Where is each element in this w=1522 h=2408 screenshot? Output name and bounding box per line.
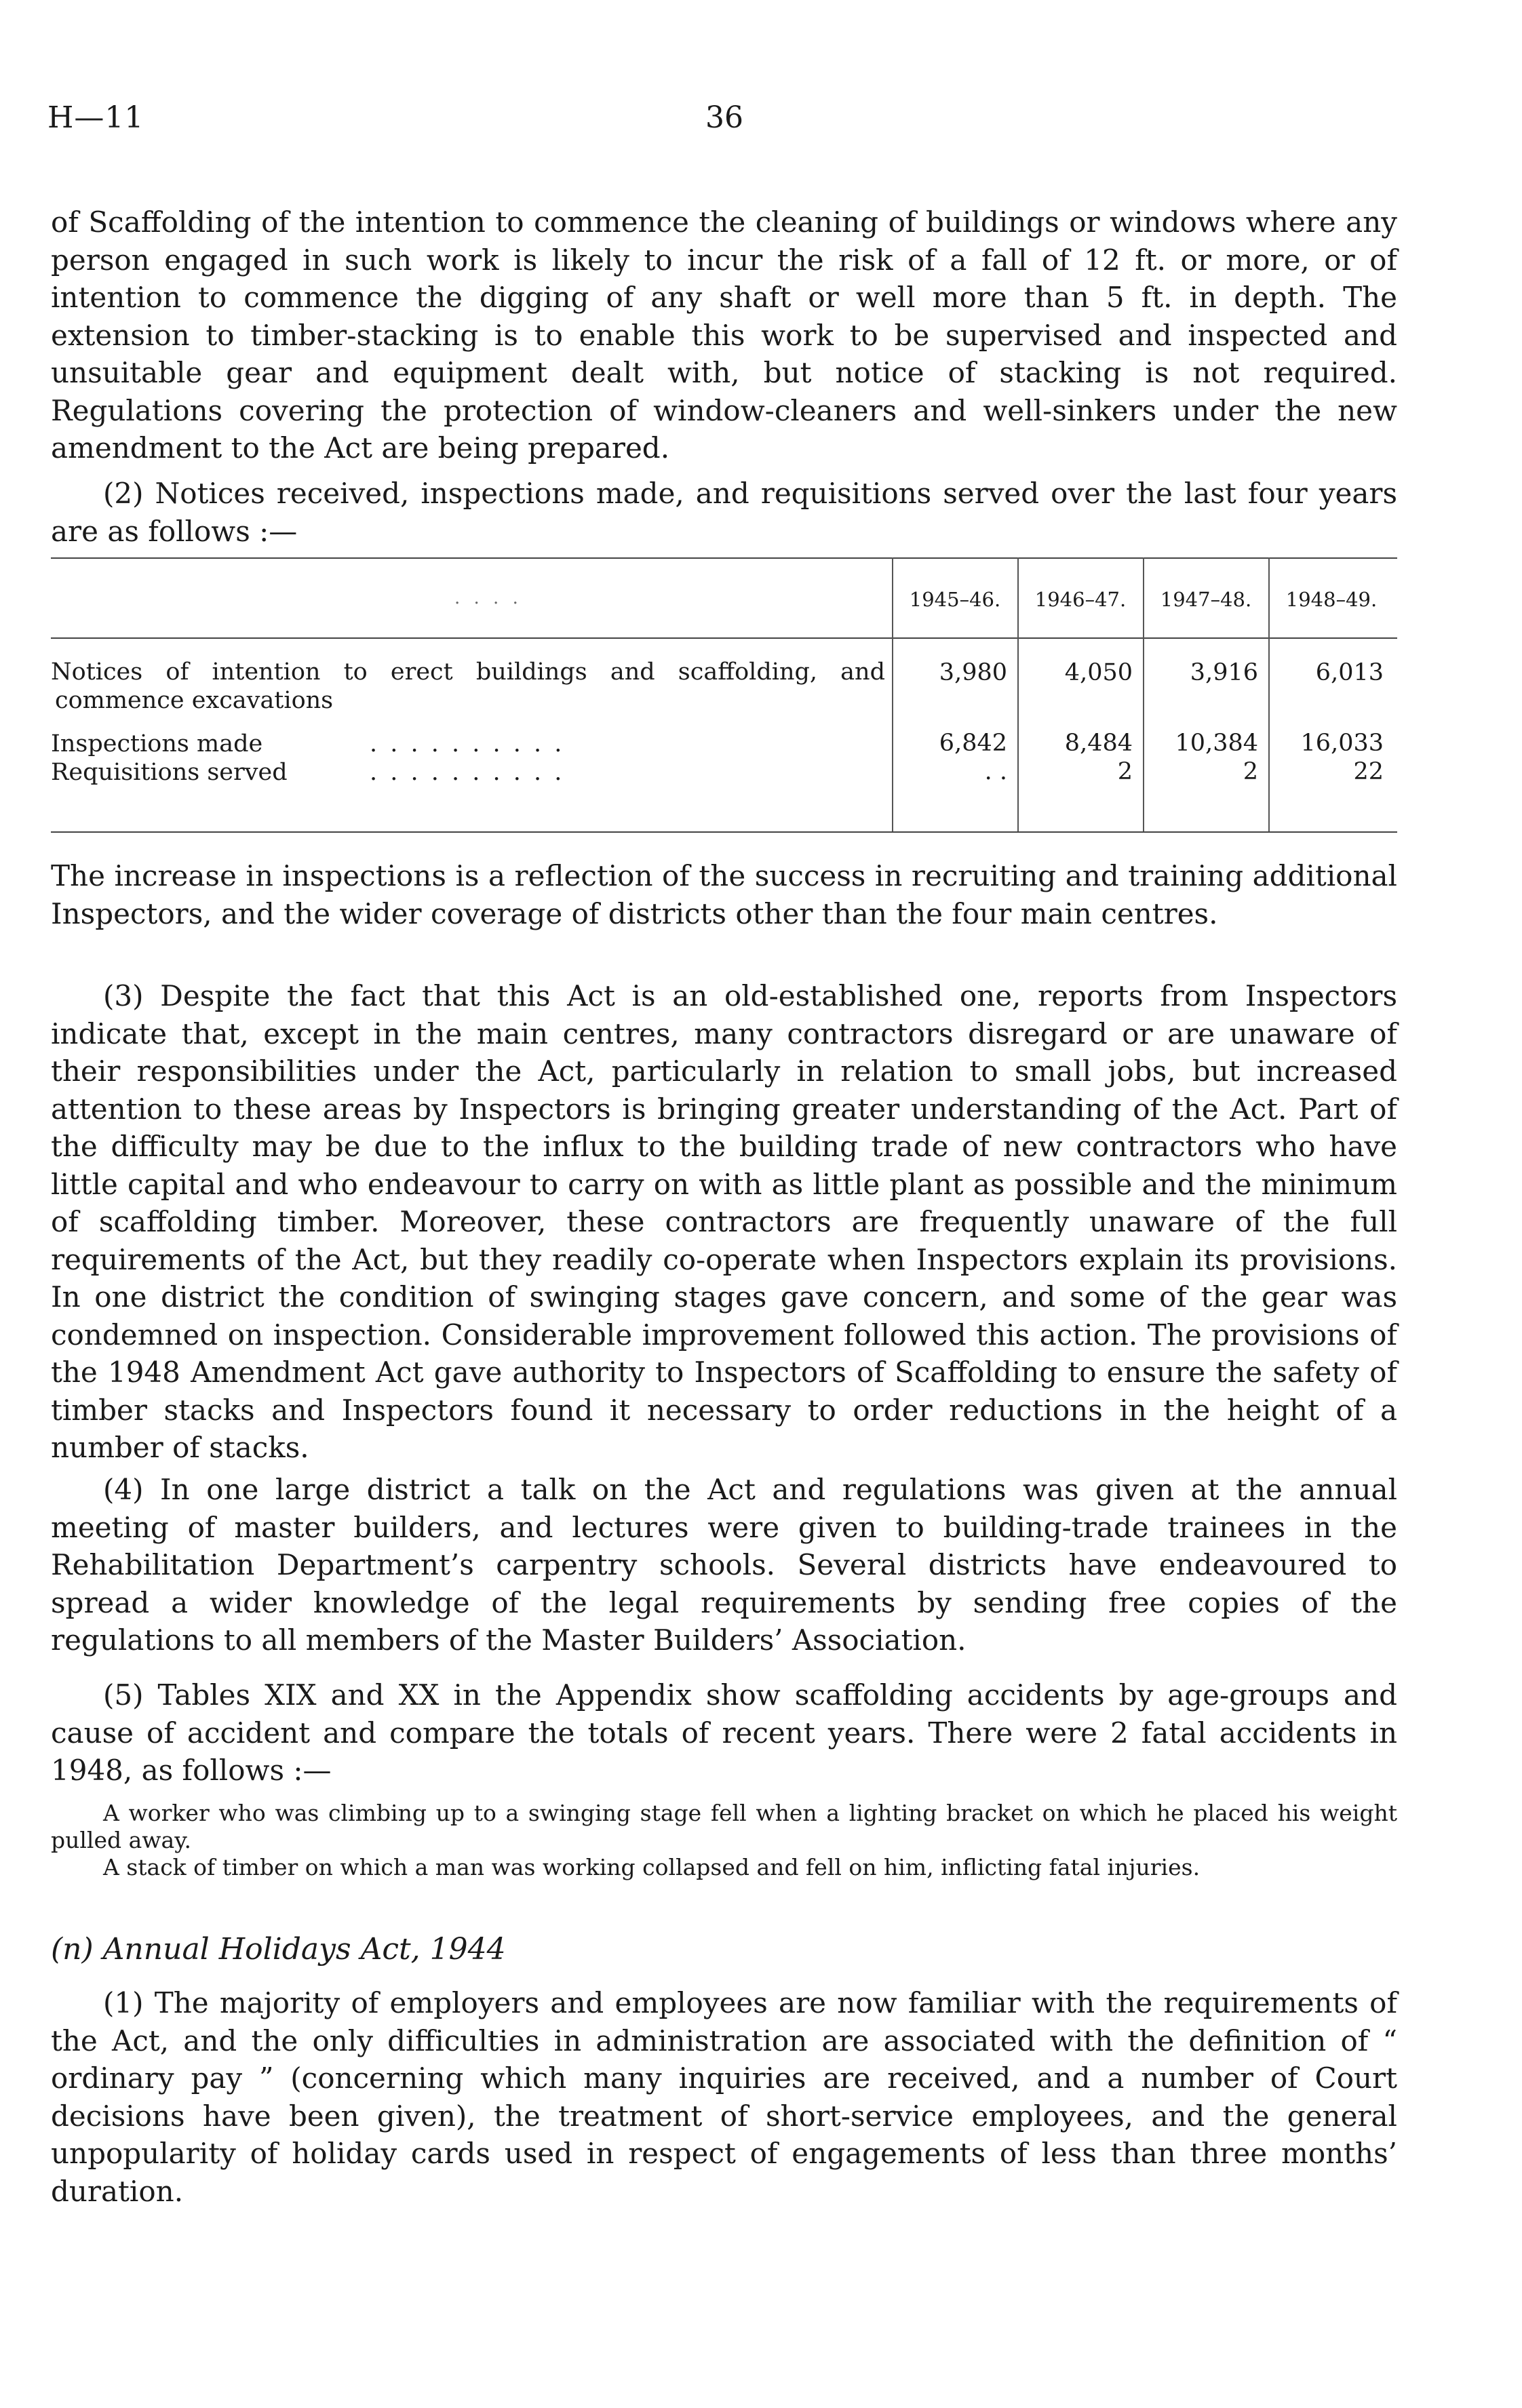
table-header-rule [51, 637, 1397, 639]
paragraph-3 [51, 977, 1397, 1467]
table-cell: 6,842 [939, 730, 1007, 757]
table-cell: . . [984, 758, 1007, 785]
table-row-label: Requisitions served [51, 759, 288, 786]
column-header-year: 1945–46. [909, 588, 1001, 611]
paragraph-5 [51, 1676, 1397, 1790]
paragraph-text: (2) Notices received, inspections made, and requisitions served over the last four years are as follows :— [51, 477, 1397, 548]
accident-text: A stack of timber on which a man was working collapsed and fell on him, inflicting fatal injuries. [103, 1854, 1201, 1880]
table-cell: 8,484 [1064, 730, 1133, 757]
table-cell: 3,916 [1190, 659, 1258, 686]
column-divider [892, 557, 893, 831]
statistics-table [51, 557, 1397, 833]
paragraph-text: The increase in inspections is a reflection of the success in recruiting and training additional Inspectors, and the wider coverage of districts other than the four main centres. [51, 859, 1397, 930]
page-number: 36 [705, 100, 743, 135]
row-label-line: Notices of intention to erect buildings and scaffolding, and [51, 658, 885, 686]
column-divider [1143, 557, 1144, 831]
paragraph-text: (1) The majority of employers and employees are now familiar with the requirements of the Act, and the only difficulties in administration are associated with the definition of “ ordinary pay ” (concerning which many inquiries are received, and a number of Court decisions have been given), the treatment of short-service employees, and the general unpopularity of holiday cards used in respect of engagements of less than three months’ duration. [51, 1986, 1397, 2208]
column-header-year: 1947–48. [1160, 588, 1252, 611]
paragraph-text: (4) In one large district a talk on the Act and regulations was given at the annual meeting of master builders, and lectures were given to building-trade trainees in the Rehabilitation Department’s carpentry schools. Several districts have endeavoured to spread a wider knowledge of the legal requirements by sending free copies of the regulations to all members of the Master Builders’ Association. [51, 1473, 1397, 1657]
row-leader-dots: . . . . . . . . . . [370, 759, 565, 786]
table-row-label: Inspections made [51, 730, 263, 757]
table-cell: 22 [1353, 758, 1384, 785]
column-divider [1017, 557, 1019, 831]
paragraph-2 [51, 475, 1397, 550]
table-cell: 4,050 [1064, 659, 1133, 686]
paragraph-text: (5) Tables XIX and XX in the Appendix show scaffolding accidents by age-groups and cause of accident and compare the totals of recent years. There were 2 fatal accidents in 1948, as follows :— [51, 1678, 1397, 1787]
column-header-year: 1948–49. [1285, 588, 1378, 611]
paragraph-continuation [51, 203, 1397, 467]
paragraph-4 [51, 1471, 1397, 1659]
row-label-line: commence excavations [55, 687, 334, 714]
table-header-stub: . . . . [454, 588, 522, 608]
column-divider [1268, 557, 1270, 831]
table-bottom-rule [51, 831, 1397, 833]
table-row-label [51, 658, 885, 715]
section-heading: (n) Annual Holidays Act, 1944 [51, 1932, 506, 1967]
accident-text: A worker who was climbing up to a swinging stage fell when a lighting bracket on which he placed his weight pulled away. [51, 1800, 1397, 1853]
paragraph-after-table [51, 857, 1397, 932]
paragraph-text: (3) Despite the fact that this Act is an old-established one, reports from Inspectors indicate that, except in the main centres, many contractors disregard or are unaware of their responsibilities under the Act, particularly in relation to small jobs, but increased attention to these areas by Inspectors is bringing greater understanding of the Act. Part of the difficulty may be due to the influx to the building trade of new contractors who have little capital and who endeavour to carry on with as little plant as possible and the minimum of scaffolding timber. Moreover, these contractors are frequently unaware of the full requirements of the Act, but they readily co-operate when Inspectors explain its provisions. In one district the condition of swinging stages gave concern, and some of the gear was condemned on inspection. Considerable improvement followed this action. The provisions of the 1948 Amendment Act gave authority to Inspectors of Scaffolding to ensure the safety of timber stacks and Inspectors found it necessary to order reductions in the height of a number of stacks. [51, 979, 1397, 1464]
report-code: H—11 [47, 100, 144, 135]
accident-description-2 [51, 1854, 1397, 1881]
paragraph-text: of Scaffolding of the intention to commence the cleaning of buildings or windows where any person engaged in such work is likely to incur the risk of a fall of 12 ft. or more, or of intention to commence the digging of any shaft or well more than 5 ft. in depth. The extension to timber-stacking is to enable this work to be supervised and inspected and unsuitable gear and equipment dealt with, but notice of stacking is not required. Regulations covering the protection of window-cleaners and well-sinkers under the new amendment to the Act are being prepared. [51, 205, 1397, 465]
table-cell: 6,013 [1315, 659, 1384, 686]
table-cell: 2 [1117, 758, 1133, 785]
table-cell: 10,384 [1175, 730, 1258, 757]
paragraph-holidays-1 [51, 1984, 1397, 2210]
table-cell: 2 [1243, 758, 1258, 785]
accident-description-1 [51, 1800, 1397, 1854]
table-top-rule [51, 557, 1397, 559]
table-cell: 16,033 [1300, 730, 1384, 757]
table-cell: 3,980 [939, 659, 1007, 686]
row-leader-dots: . . . . . . . . . . [370, 730, 565, 757]
column-header-year: 1946–47. [1034, 588, 1127, 611]
